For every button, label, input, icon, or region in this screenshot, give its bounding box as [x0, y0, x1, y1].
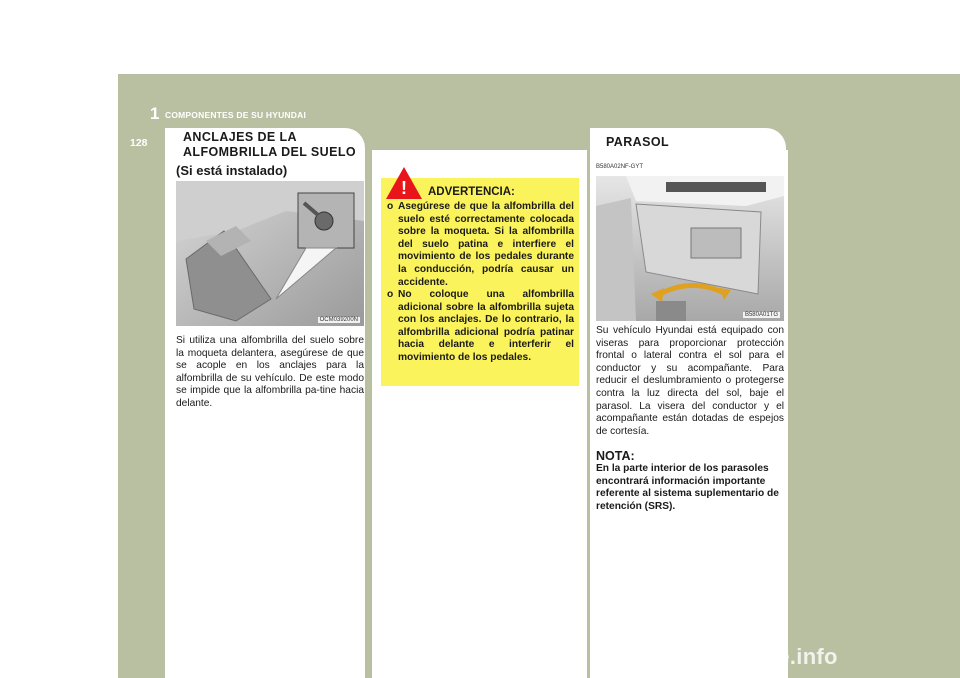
section-title-line2: ALFOMBRILLA DEL SUELO — [183, 145, 356, 159]
warning-icon-glyph: ! — [401, 178, 407, 198]
warning-exclamation-icon — [385, 166, 423, 200]
section-tab-anclajes — [165, 128, 365, 160]
page-number: 128 — [130, 137, 148, 149]
photo-code-left: OCM039200N — [319, 317, 358, 323]
warning-title: ADVERTENCIA: — [428, 186, 515, 198]
chapter-number: 1 — [150, 104, 160, 123]
warning-bullet-2: o — [387, 289, 394, 300]
parasol-body-text: Su vehículo Hyundai está equipado con viseras para proporcionar protección frontal o lateral contra el sol para el conductor y su acompañante. Para reducir el deslumbramiento o protegerse contra la luz directa del sol, baje el parasol. La visera del conductor y el acompañante están dotadas de espejos de cortesía. — [596, 325, 784, 437]
chapter-title: COMPONENTES DE SU HYUNDAI — [165, 110, 307, 120]
warning-item-1: Asegúrese de que la alfombrilla del suelo esté correctamente colocada sobre la moqueta. Si la alfombrilla del suelo patina e interfiere el movimiento de los pedales durante la conducción, podría causar un accidente. — [398, 201, 574, 288]
photo-code-right: B580A01TG — [744, 312, 778, 318]
warning-item-2: No coloque una alfombrilla adicional sobre la alfombrilla sujeta con los anclajes. De lo contrario, la alfombrilla adicional podría patinar hacia delante e interferir el movimiento de los pedales. — [398, 289, 574, 363]
floor-mat-body-text: Si utiliza una alfombrilla del suelo sobre la moqueta delantera, asegúrese de que se acople en los anclajes para la alfombrilla de su vehículo. De este modo se impide que la alfombrilla pa-tine hacia delante. — [176, 335, 364, 409]
section-subtitle: (Si está instalado) — [176, 163, 288, 178]
section-tab-parasol — [590, 128, 786, 154]
parasol-code: B580A02NF-GYT — [596, 164, 644, 170]
sun-visor-photo — [596, 176, 784, 321]
floor-mat-anchor-photo — [176, 181, 364, 326]
nota-title: NOTA: — [596, 449, 635, 463]
section-title-line1: ANCLAJES DE LA — [183, 130, 297, 144]
nota-text: En la parte interior de los parasoles encontrará información importante referente al sistema suplementario de retención (SRS). — [596, 463, 779, 512]
parasol-title: PARASOL — [606, 135, 669, 149]
watermark: carmanualsonline.info — [598, 644, 838, 669]
warning-bullet-1: o — [387, 201, 394, 212]
